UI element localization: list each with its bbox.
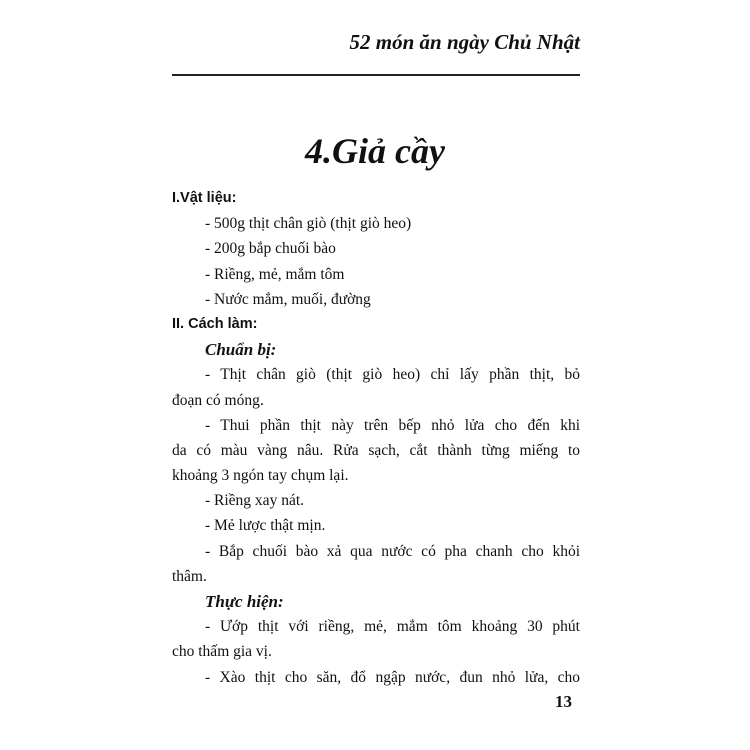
recipe-body xyxy=(172,186,580,690)
text-line: - Riềng, mẻ, mắm tôm xyxy=(205,265,345,283)
section-heading: II. Cách làm: xyxy=(172,315,258,332)
text-line: - Ướp thịt với riềng, mẻ, mắm tôm khoảng 30 phút xyxy=(205,618,580,636)
text-line: - Bắp chuối bào xả qua nước có pha chanh cho khỏi xyxy=(205,542,580,560)
section-heading: I.Vật liệu: xyxy=(172,190,237,206)
page-number: 13 xyxy=(555,692,572,711)
recipe-title: 4.Giả cầy xyxy=(305,131,445,171)
text-line: - Nước mắm, muối, đường xyxy=(205,290,371,308)
header-rule xyxy=(172,74,580,76)
running-header: 52 món ăn ngày Chủ Nhật xyxy=(349,30,580,54)
text-line: - Thịt chân giò (thịt giò heo) chỉ lấy phần thịt, bỏ xyxy=(205,366,580,384)
subsection-heading: Chuẩn bị: xyxy=(205,340,277,360)
text-line: - Mẻ lược thật mịn. xyxy=(205,517,326,535)
text-line: thâm. xyxy=(172,567,207,585)
text-line: - 200g bắp chuối bào xyxy=(205,240,336,258)
text-line: - Xào thịt cho săn, đổ ngập nước, đun nhỏ lửa, cho xyxy=(205,668,580,686)
text-line: - Thui phần thịt này trên bếp nhỏ lửa cho đến khi xyxy=(205,416,580,434)
text-line: da có màu vàng nâu. Rửa sạch, cắt thành từng miếng to xyxy=(172,441,580,459)
subsection-heading: Thực hiện: xyxy=(205,592,284,611)
text-line: cho thấm gia vị. xyxy=(172,643,272,661)
text-line: - Riềng xay nát. xyxy=(205,492,305,510)
text-line: đoạn có móng. xyxy=(172,391,264,409)
text-line: - 500g thịt chân giò (thịt giò heo) xyxy=(205,215,412,233)
text-line: khoảng 3 ngón tay chụm lại. xyxy=(172,467,349,485)
